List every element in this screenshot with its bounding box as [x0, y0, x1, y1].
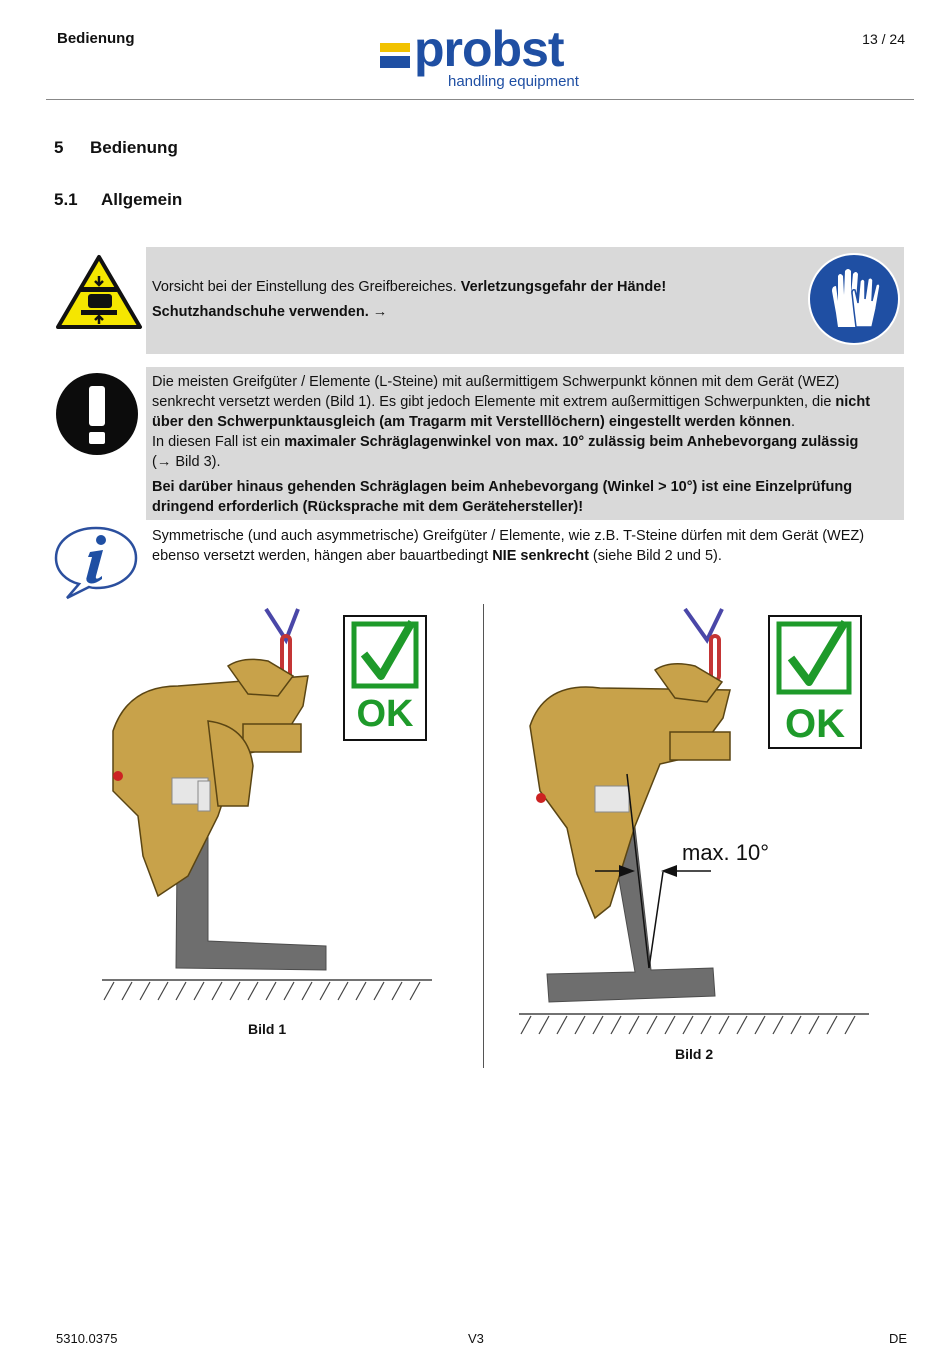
important-p1-a: Die meisten Greifgüter / Elemente (L-Steine) mit außermittigem Schwerpunkt können mit dem Gerät (WEZ) senkrecht versetzt werden (Bild 1). Es gibt jedoch Elemente mit extrem außermittigen Schwerpunkten, die — [152, 374, 840, 410]
important-p1-c: . — [790, 414, 796, 430]
caution-text — [152, 277, 792, 322]
header-section-title: Bedienung — [57, 30, 135, 47]
figure-1-ok-label: OK — [356, 693, 414, 735]
ground-hatch-line — [302, 982, 312, 1000]
ground-hatch-line — [737, 1016, 747, 1034]
ground-hatch-line — [557, 1016, 567, 1034]
ground-hatch-line — [629, 1016, 639, 1034]
caution-gloves-text: Schutzhandschuhe verwenden. → — [152, 304, 388, 320]
ground-hatch-line — [791, 1016, 801, 1034]
ground-hatch-line — [845, 1016, 855, 1034]
ground-hatch-line — [266, 982, 276, 1000]
ground-hatch-line — [356, 982, 366, 1000]
ground-hatch-line — [248, 982, 258, 1000]
figure-2-caption: Bild 2 — [675, 1046, 714, 1062]
caution-text-plain: Vorsicht bei der Einstellung des Greifbereiches. — [152, 279, 461, 295]
ground-hatch-line — [701, 1016, 711, 1034]
figure-2-ok-label: OK — [785, 702, 845, 746]
ground-hatch-line — [158, 982, 168, 1000]
important-p2-c: (→ Bild 3). — [152, 454, 221, 470]
footer-language: DE — [889, 1331, 908, 1346]
ground-hatch-line — [176, 982, 186, 1000]
ground-hatch-line — [104, 982, 114, 1000]
important-text — [152, 372, 897, 517]
ground-hatch-line — [284, 982, 294, 1000]
important-p1-b: nicht über den Schwerpunktausgleich (am Tragarm mit Verstelllöchern) eingestellt werden können — [152, 394, 871, 430]
info-icon — [53, 525, 139, 601]
ground-hatch-line — [194, 982, 204, 1000]
ground-hatch-line — [521, 1016, 531, 1034]
footer-version: V3 — [468, 1331, 484, 1346]
figure-divider — [483, 604, 484, 1068]
ground-hatch-line — [392, 982, 402, 1000]
figure-1-illustration — [98, 606, 438, 1006]
ground-hatch-line — [539, 1016, 549, 1034]
important-p2-a: In diesen Fall ist ein — [152, 434, 285, 450]
heading-1-title: Bedienung — [90, 138, 178, 157]
ground-hatch-line — [575, 1016, 585, 1034]
ground-hatch-line — [665, 1016, 675, 1034]
footer-doc-number: 5310.0375 — [56, 1331, 118, 1346]
ground-hatch-line — [230, 982, 240, 1000]
gloves-mandatory-icon — [806, 251, 902, 347]
caution-box — [146, 247, 904, 354]
ground-hatch-line — [140, 982, 150, 1000]
caution-text-bold: Verletzungsgefahr der Hände! — [460, 279, 667, 295]
heading-2-number: 5.1 — [54, 190, 78, 209]
logo-wordmark: probst — [414, 21, 564, 77]
ground-hatch-line — [719, 1016, 729, 1034]
ground-hatch-line — [611, 1016, 621, 1034]
info-text — [152, 526, 892, 566]
ground-hatch-line — [410, 982, 420, 1000]
page-number: 13 / 24 — [862, 31, 905, 47]
important-p3: Bei darüber hinaus gehenden Schräglagen beim Anhebevorgang (Winkel > 10°) ist eine Einzelprüfung dringend erforderlich (Rücksprache mit dem Gerätehersteller)! — [152, 479, 853, 515]
heading-2-title: Allgemein — [101, 190, 183, 209]
exclamation-icon — [55, 372, 139, 456]
figure-2-illustration — [515, 606, 875, 1036]
ground-hatch-line — [809, 1016, 819, 1034]
ground-hatch-line — [755, 1016, 765, 1034]
ground-hatch-line — [647, 1016, 657, 1034]
important-box — [146, 367, 904, 520]
ground-hatch-line — [593, 1016, 603, 1034]
heading-1 — [54, 138, 178, 158]
figure-1-caption: Bild 1 — [248, 1021, 287, 1037]
ground-hatch-line — [320, 982, 330, 1000]
ground-hatch-line — [338, 982, 348, 1000]
heading-1-number: 5 — [54, 138, 64, 157]
logo-blue-bar — [380, 56, 410, 68]
heading-2 — [54, 190, 182, 210]
header-divider — [46, 99, 914, 100]
ground-hatch-line — [122, 982, 132, 1000]
info-text-b: NIE senkrecht — [492, 548, 589, 564]
ground-hatch-line — [773, 1016, 783, 1034]
ground-hatch-line — [683, 1016, 693, 1034]
hand-crush-warning-icon — [55, 254, 143, 330]
info-text-a: Symmetrische (und auch asymmetrische) Greifgüter / Elemente, wie z.B. T-Steine dürfen mit dem Gerät (WEZ) ebenso versetzt werden, hängen aber bauartbedingt — [152, 528, 865, 564]
logo-yellow-bar — [380, 43, 410, 52]
logo-subtitle: handling equipment — [448, 73, 579, 90]
angle-label: max. 10° — [682, 840, 770, 865]
ground-hatch-line — [374, 982, 384, 1000]
important-p2-b: maximaler Schräglagenwinkel von max. 10° zulässig beim Anhebevorgang zulässig — [284, 434, 859, 450]
info-text-c: (siehe Bild 2 und 5). — [588, 548, 722, 564]
ground-hatch-line — [827, 1016, 837, 1034]
ground-hatch-line — [212, 982, 222, 1000]
